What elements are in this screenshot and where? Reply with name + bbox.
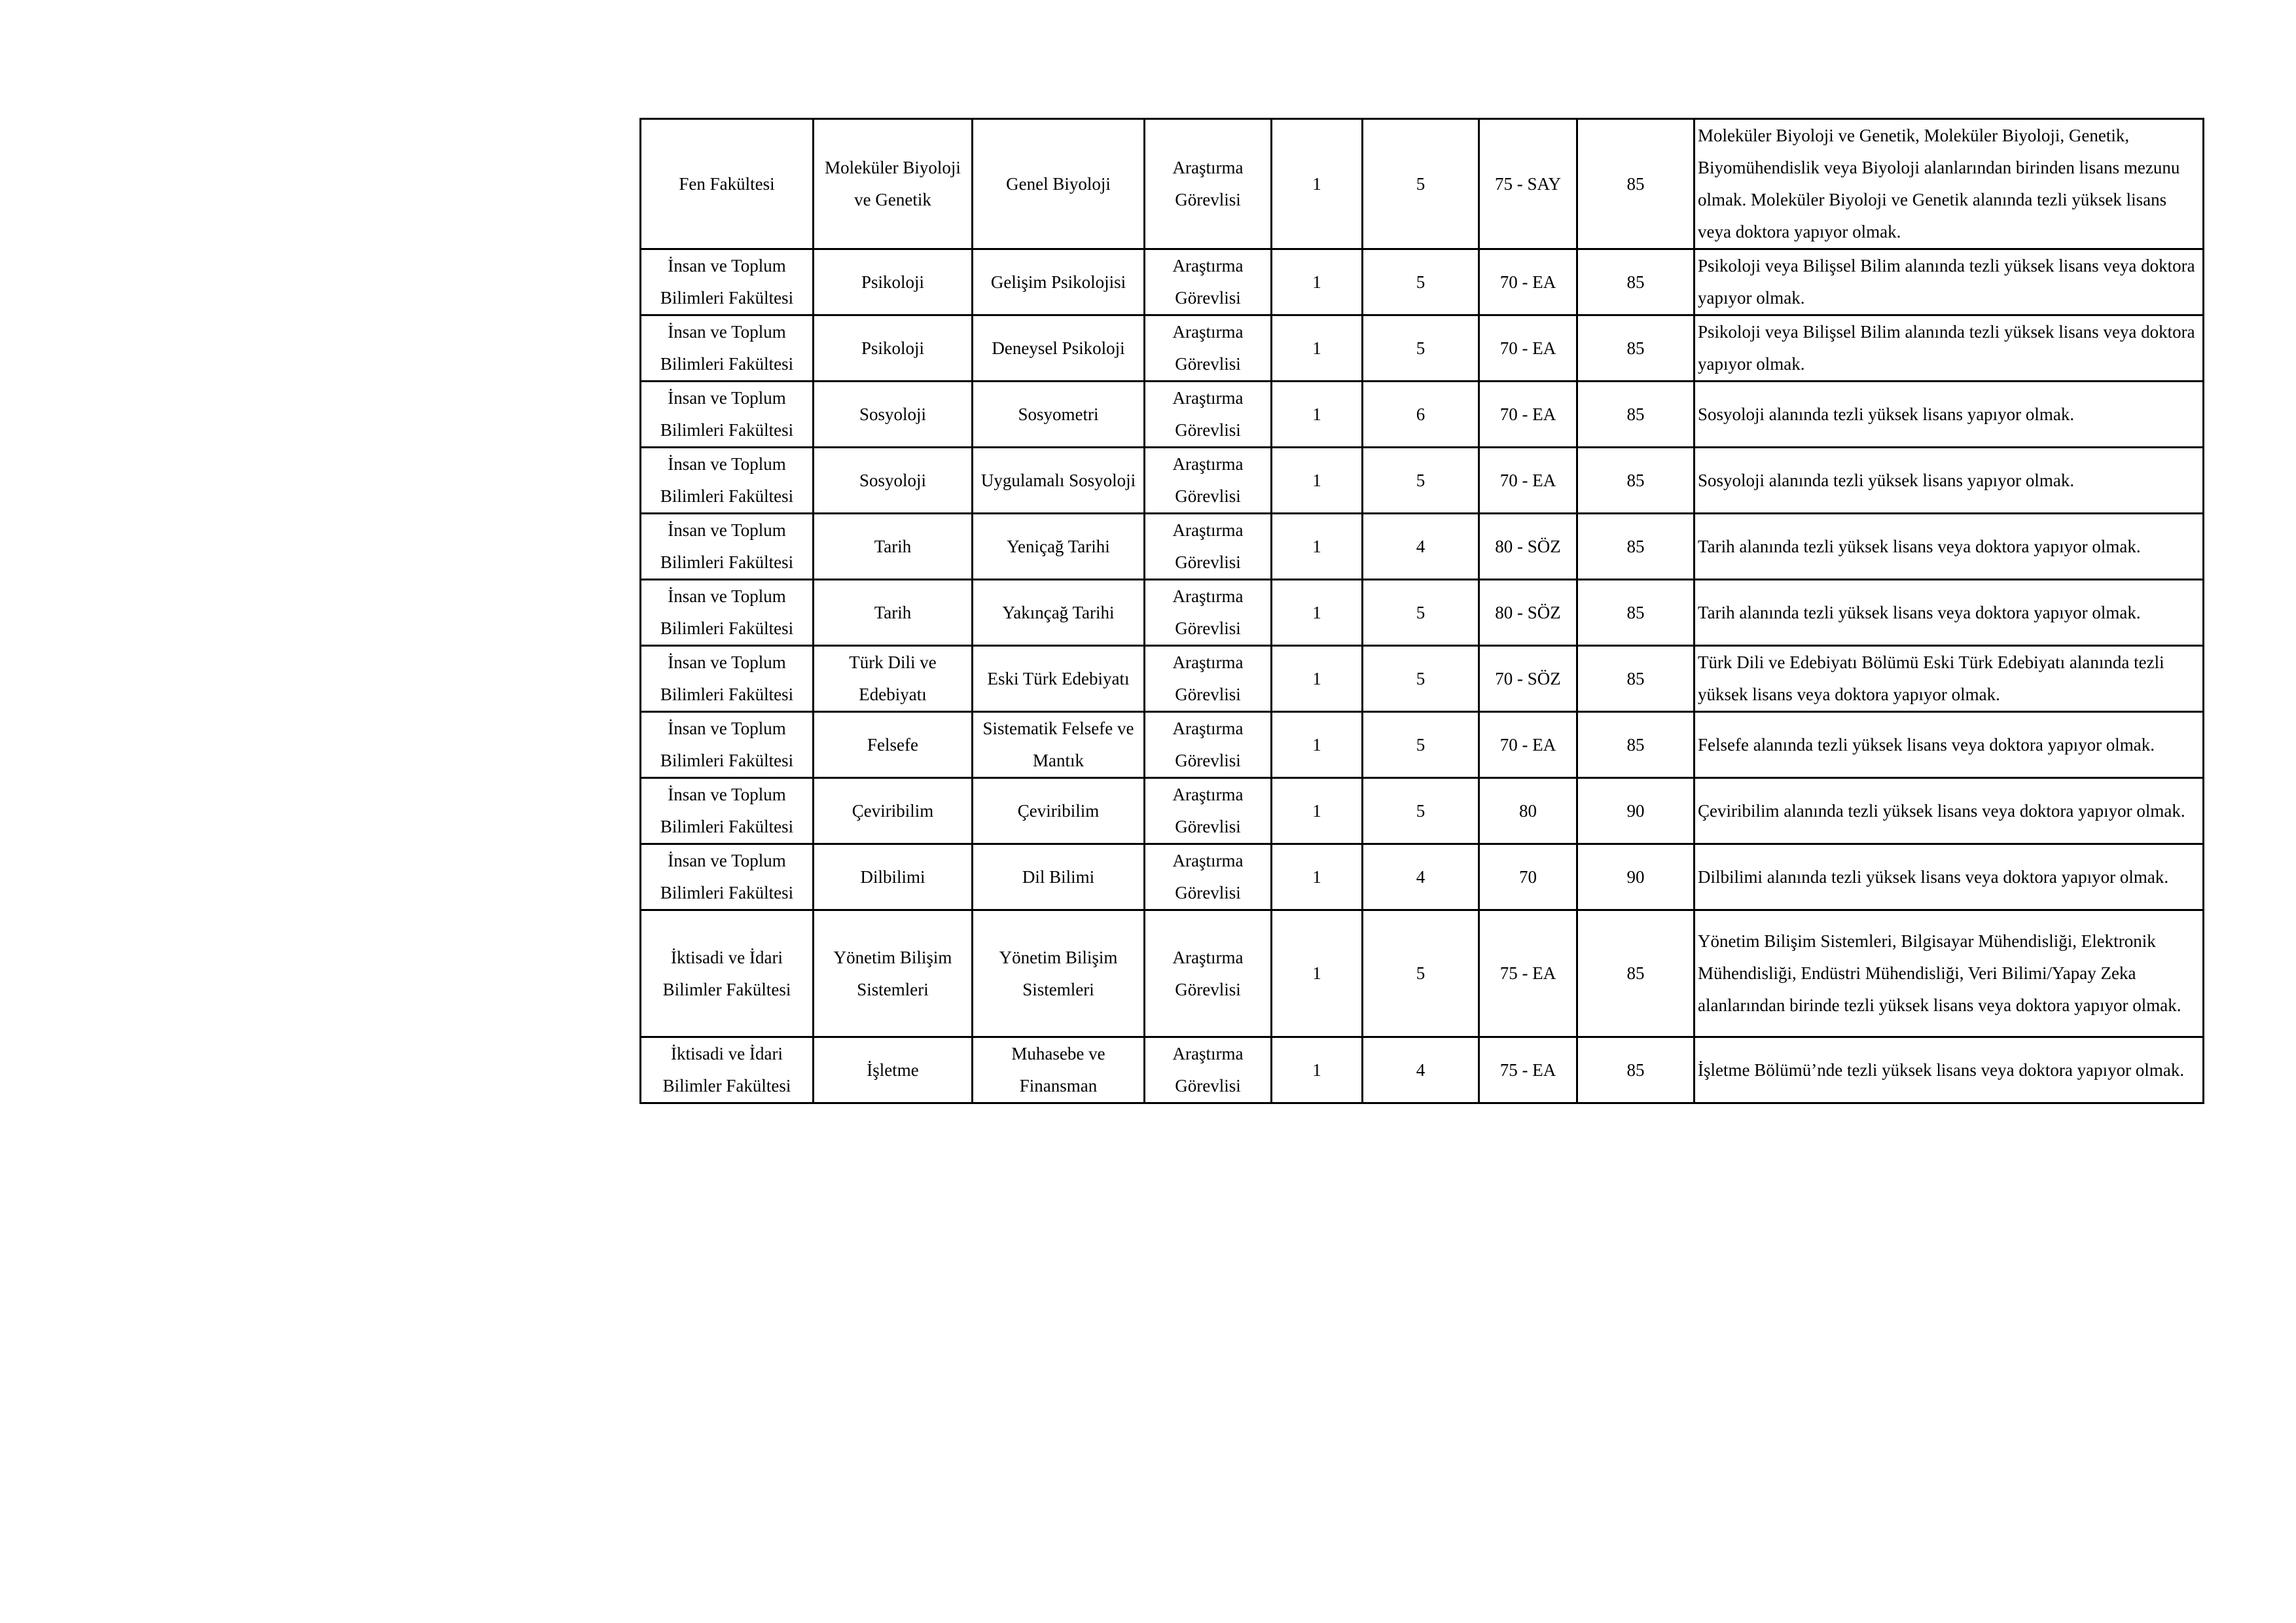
language-text: 85: [1626, 536, 1645, 556]
program-text: Sistematik Felsefe ve Mantık: [982, 719, 1134, 770]
table-row: [641, 382, 2204, 448]
count-cell: [1272, 315, 1363, 382]
table-row: [641, 448, 2204, 514]
title-text: Araştırma Görevlisi: [1172, 851, 1244, 902]
department-text: Yönetim Bilişim Sistemleri: [833, 947, 952, 999]
requirement-text: Türk Dili ve Edebiyatı Bölümü Eski Türk Edebiyatı alanında tezli yüksek lisans veya doktora yapıyor olmak.: [1698, 652, 2164, 704]
ales-text: 75 - EA: [1499, 1060, 1556, 1080]
count-cell: [1272, 580, 1363, 646]
faculty-cell: [641, 382, 814, 448]
ales-cell: [1479, 382, 1577, 448]
title-cell: [1145, 778, 1272, 844]
faculty-text: İnsan ve Toplum Bilimleri Fakültesi: [660, 322, 794, 374]
count-text: 1: [1312, 734, 1321, 755]
program-cell: [973, 646, 1145, 712]
count-cell: [1272, 249, 1363, 315]
count-cell: [1272, 382, 1363, 448]
department-cell: [814, 315, 973, 382]
table-row: [641, 580, 2204, 646]
department-cell: [814, 249, 973, 315]
title-cell: [1145, 514, 1272, 580]
department-text: Sosyoloji: [859, 404, 927, 424]
faculty-cell: [641, 646, 814, 712]
ales-text: 80 - SÖZ: [1495, 602, 1561, 622]
department-text: İşletme: [867, 1060, 919, 1080]
requirement-cell: [1695, 119, 2204, 249]
ales-text: 70 - EA: [1499, 734, 1556, 755]
department-text: Türk Dili ve Edebiyatı: [849, 652, 937, 704]
degree-cell: [1363, 249, 1479, 315]
language-cell: [1577, 910, 1695, 1037]
count-cell: [1272, 514, 1363, 580]
title-text: Araştırma Görevlisi: [1172, 520, 1244, 572]
ales-cell: [1479, 1037, 1577, 1103]
count-text: 1: [1312, 338, 1321, 358]
degree-cell: [1363, 315, 1479, 382]
program-cell: [973, 712, 1145, 778]
title-cell: [1145, 315, 1272, 382]
program-text: Eski Türk Edebiyatı: [987, 668, 1130, 688]
count-text: 1: [1312, 470, 1321, 490]
degree-cell: [1363, 1037, 1479, 1103]
program-text: Gelişim Psikolojisi: [990, 272, 1126, 292]
language-cell: [1577, 646, 1695, 712]
table-row: [641, 844, 2204, 910]
faculty-text: İnsan ve Toplum Bilimleri Fakültesi: [660, 652, 794, 704]
requirement-cell: [1695, 382, 2204, 448]
title-cell: [1145, 382, 1272, 448]
language-cell: [1577, 448, 1695, 514]
title-text: Araştırma Görevlisi: [1172, 652, 1244, 704]
table-row: [641, 646, 2204, 712]
degree-text: 4: [1416, 536, 1426, 556]
requirement-text: Sosyoloji alanında tezli yüksek lisans yapıyor olmak.: [1698, 404, 2075, 424]
title-cell: [1145, 646, 1272, 712]
requirement-text: Tarih alanında tezli yüksek lisans veya doktora yapıyor olmak.: [1698, 536, 2141, 556]
language-text: 90: [1626, 866, 1645, 887]
faculty-text: İnsan ve Toplum Bilimleri Fakültesi: [660, 520, 794, 572]
faculty-text: İnsan ve Toplum Bilimleri Fakültesi: [660, 719, 794, 770]
department-cell: [814, 448, 973, 514]
table-row: [641, 119, 2204, 249]
ales-text: 75 - SAY: [1494, 173, 1562, 194]
program-cell: [973, 249, 1145, 315]
requirement-text: Dilbilimi alanında tezli yüksek lisans veya doktora yapıyor olmak.: [1698, 866, 2169, 887]
program-text: Deneysel Psikoloji: [992, 338, 1125, 358]
requirement-text: İşletme Bölümü’nde tezli yüksek lisans veya doktora yapıyor olmak.: [1698, 1060, 2185, 1080]
requirement-text: Moleküler Biyoloji ve Genetik, Moleküler Biyoloji, Genetik, Biyomühendislik veya Biyoloji alanlarından birinden lisans mezunu olmak. Moleküler Biyoloji ve Genetik alanında tezli yüksek lisans veya doktora yapıyor olmak.: [1698, 126, 2180, 241]
faculty-text: İnsan ve Toplum Bilimleri Fakültesi: [660, 454, 794, 506]
program-text: Yönetim Bilişim Sistemleri: [999, 947, 1118, 999]
table-row: [641, 778, 2204, 844]
language-cell: [1577, 382, 1695, 448]
table-row: [641, 910, 2204, 1037]
table-row: [641, 514, 2204, 580]
ales-cell: [1479, 514, 1577, 580]
department-cell: [814, 712, 973, 778]
degree-text: 5: [1416, 602, 1426, 622]
ales-text: 70 - SÖZ: [1495, 668, 1561, 688]
count-cell: [1272, 910, 1363, 1037]
degree-text: 5: [1416, 800, 1426, 821]
faculty-text: İnsan ve Toplum Bilimleri Fakültesi: [660, 256, 794, 308]
count-cell: [1272, 448, 1363, 514]
table-row: [641, 712, 2204, 778]
ales-cell: [1479, 448, 1577, 514]
requirement-cell: [1695, 249, 2204, 315]
count-cell: [1272, 1037, 1363, 1103]
faculty-text: Fen Fakültesi: [679, 173, 775, 194]
requirement-cell: [1695, 315, 2204, 382]
faculty-text: İnsan ve Toplum Bilimleri Fakültesi: [660, 388, 794, 440]
title-text: Araştırma Görevlisi: [1172, 454, 1244, 506]
count-text: 1: [1312, 404, 1321, 424]
faculty-cell: [641, 249, 814, 315]
ales-text: 70 - EA: [1499, 404, 1556, 424]
faculty-cell: [641, 712, 814, 778]
faculty-text: İktisadi ve İdari Bilimler Fakültesi: [662, 947, 791, 999]
department-cell: [814, 580, 973, 646]
requirement-cell: [1695, 844, 2204, 910]
department-text: Tarih: [874, 602, 912, 622]
department-cell: [814, 844, 973, 910]
program-text: Genel Biyoloji: [1006, 173, 1111, 194]
count-text: 1: [1312, 800, 1321, 821]
faculty-text: İnsan ve Toplum Bilimleri Fakültesi: [660, 586, 794, 638]
language-text: 85: [1626, 1060, 1645, 1080]
faculty-cell: [641, 778, 814, 844]
ales-text: 70: [1519, 866, 1537, 887]
degree-text: 4: [1416, 866, 1426, 887]
table-row: [641, 1037, 2204, 1103]
faculty-text: İnsan ve Toplum Bilimleri Fakültesi: [660, 785, 794, 836]
title-text: Araştırma Görevlisi: [1172, 158, 1244, 209]
count-text: 1: [1312, 1060, 1321, 1080]
position-table: [639, 118, 2204, 1104]
requirement-cell: [1695, 448, 2204, 514]
requirement-text: Psikoloji veya Bilişsel Bilim alanında tezli yüksek lisans veya doktora yapıyor olmak.: [1698, 322, 2195, 374]
title-cell: [1145, 580, 1272, 646]
degree-text: 5: [1416, 338, 1426, 358]
program-text: Dil Bilimi: [1022, 866, 1095, 887]
title-text: Araştırma Görevlisi: [1172, 947, 1244, 999]
title-cell: [1145, 249, 1272, 315]
title-text: Araştırma Görevlisi: [1172, 785, 1244, 836]
ales-cell: [1479, 778, 1577, 844]
program-text: Yakınçağ Tarihi: [1002, 602, 1115, 622]
ales-text: 80: [1519, 800, 1537, 821]
language-cell: [1577, 1037, 1695, 1103]
degree-text: 6: [1416, 404, 1426, 424]
requirement-cell: [1695, 580, 2204, 646]
language-text: 85: [1626, 668, 1645, 688]
department-text: Çeviribilim: [852, 800, 934, 821]
requirement-text: Felsefe alanında tezli yüksek lisans veya doktora yapıyor olmak.: [1698, 734, 2155, 755]
degree-text: 5: [1416, 734, 1426, 755]
degree-text: 5: [1416, 668, 1426, 688]
faculty-text: İnsan ve Toplum Bilimleri Fakültesi: [660, 851, 794, 902]
faculty-cell: [641, 1037, 814, 1103]
ales-cell: [1479, 119, 1577, 249]
count-cell: [1272, 844, 1363, 910]
count-cell: [1272, 646, 1363, 712]
language-text: 85: [1626, 734, 1645, 755]
language-text: 85: [1626, 963, 1645, 983]
title-cell: [1145, 1037, 1272, 1103]
requirement-cell: [1695, 778, 2204, 844]
degree-cell: [1363, 844, 1479, 910]
requirement-text: Yönetim Bilişim Sistemleri, Bilgisayar Mühendisliği, Elektronik Mühendisliği, Endüstri Mühendisliği, Veri Bilimi/Yapay Zeka alanlarından birinde tezli yüksek lisans veya doktora yapıyor olmak.: [1698, 931, 2181, 1015]
count-text: 1: [1312, 866, 1321, 887]
title-text: Araştırma Görevlisi: [1172, 322, 1244, 374]
program-text: Muhasebe ve Finansman: [1011, 1044, 1105, 1096]
table-row: [641, 249, 2204, 315]
count-text: 1: [1312, 963, 1321, 983]
degree-cell: [1363, 448, 1479, 514]
program-cell: [973, 1037, 1145, 1103]
program-cell: [973, 382, 1145, 448]
faculty-cell: [641, 910, 814, 1037]
language-text: 90: [1626, 800, 1645, 821]
degree-cell: [1363, 910, 1479, 1037]
ales-cell: [1479, 712, 1577, 778]
department-text: Tarih: [874, 536, 912, 556]
language-text: 85: [1626, 470, 1645, 490]
program-cell: [973, 910, 1145, 1037]
count-cell: [1272, 778, 1363, 844]
ales-cell: [1479, 249, 1577, 315]
degree-text: 5: [1416, 173, 1426, 194]
department-cell: [814, 382, 973, 448]
department-cell: [814, 910, 973, 1037]
program-cell: [973, 844, 1145, 910]
ales-cell: [1479, 844, 1577, 910]
department-text: Dilbilimi: [860, 866, 925, 887]
faculty-text: İktisadi ve İdari Bilimler Fakültesi: [662, 1044, 791, 1096]
ales-cell: [1479, 315, 1577, 382]
department-cell: [814, 646, 973, 712]
title-text: Araştırma Görevlisi: [1172, 1044, 1244, 1096]
title-text: Araştırma Görevlisi: [1172, 719, 1244, 770]
faculty-cell: [641, 448, 814, 514]
faculty-cell: [641, 119, 814, 249]
language-cell: [1577, 119, 1695, 249]
language-cell: [1577, 315, 1695, 382]
program-cell: [973, 448, 1145, 514]
language-cell: [1577, 778, 1695, 844]
degree-text: 5: [1416, 470, 1426, 490]
degree-cell: [1363, 119, 1479, 249]
language-cell: [1577, 844, 1695, 910]
department-text: Felsefe: [867, 734, 918, 755]
department-cell: [814, 778, 973, 844]
requirement-cell: [1695, 712, 2204, 778]
faculty-cell: [641, 514, 814, 580]
program-cell: [973, 580, 1145, 646]
ales-text: 70 - EA: [1499, 470, 1556, 490]
program-cell: [973, 315, 1145, 382]
faculty-cell: [641, 315, 814, 382]
requirement-text: Çeviribilim alanında tezli yüksek lisans veya doktora yapıyor olmak.: [1698, 800, 2185, 821]
ales-text: 70 - EA: [1499, 338, 1556, 358]
department-text: Psikoloji: [861, 272, 925, 292]
requirement-text: Psikoloji veya Bilişsel Bilim alanında tezli yüksek lisans veya doktora yapıyor olmak.: [1698, 256, 2195, 308]
program-text: Sosyometri: [1018, 404, 1099, 424]
count-cell: [1272, 712, 1363, 778]
language-cell: [1577, 580, 1695, 646]
count-text: 1: [1312, 602, 1321, 622]
title-text: Araştırma Görevlisi: [1172, 586, 1244, 638]
requirement-cell: [1695, 910, 2204, 1037]
language-text: 85: [1626, 173, 1645, 194]
degree-text: 5: [1416, 272, 1426, 292]
program-text: Uygulamalı Sosyoloji: [980, 470, 1136, 490]
language-cell: [1577, 514, 1695, 580]
program-text: Yeniçağ Tarihi: [1007, 536, 1110, 556]
degree-cell: [1363, 514, 1479, 580]
title-cell: [1145, 910, 1272, 1037]
degree-text: 5: [1416, 963, 1426, 983]
title-cell: [1145, 119, 1272, 249]
count-text: 1: [1312, 536, 1321, 556]
degree-cell: [1363, 382, 1479, 448]
requirement-cell: [1695, 514, 2204, 580]
language-text: 85: [1626, 272, 1645, 292]
count-text: 1: [1312, 668, 1321, 688]
department-cell: [814, 514, 973, 580]
ales-cell: [1479, 910, 1577, 1037]
title-cell: [1145, 448, 1272, 514]
requirement-text: Tarih alanında tezli yüksek lisans veya doktora yapıyor olmak.: [1698, 602, 2141, 622]
ales-cell: [1479, 646, 1577, 712]
count-text: 1: [1312, 272, 1321, 292]
degree-cell: [1363, 778, 1479, 844]
requirement-text: Sosyoloji alanında tezli yüksek lisans yapıyor olmak.: [1698, 470, 2075, 490]
program-text: Çeviribilim: [1017, 800, 1100, 821]
program-cell: [973, 778, 1145, 844]
count-text: 1: [1312, 173, 1321, 194]
title-text: Araştırma Görevlisi: [1172, 388, 1244, 440]
faculty-cell: [641, 844, 814, 910]
department-cell: [814, 1037, 973, 1103]
department-text: Psikoloji: [861, 338, 925, 358]
program-cell: [973, 119, 1145, 249]
degree-cell: [1363, 580, 1479, 646]
degree-cell: [1363, 646, 1479, 712]
faculty-cell: [641, 580, 814, 646]
language-text: 85: [1626, 338, 1645, 358]
program-cell: [973, 514, 1145, 580]
department-text: Moleküler Biyoloji ve Genetik: [825, 158, 961, 209]
table-row: [641, 315, 2204, 382]
language-cell: [1577, 249, 1695, 315]
degree-text: 4: [1416, 1060, 1426, 1080]
ales-text: 75 - EA: [1499, 963, 1556, 983]
title-text: Araştırma Görevlisi: [1172, 256, 1244, 308]
department-cell: [814, 119, 973, 249]
requirement-cell: [1695, 1037, 2204, 1103]
language-text: 85: [1626, 602, 1645, 622]
requirement-cell: [1695, 646, 2204, 712]
department-text: Sosyoloji: [859, 470, 927, 490]
ales-text: 70 - EA: [1499, 272, 1556, 292]
table-body: [641, 119, 2204, 1103]
language-cell: [1577, 712, 1695, 778]
title-cell: [1145, 712, 1272, 778]
title-cell: [1145, 844, 1272, 910]
count-cell: [1272, 119, 1363, 249]
ales-text: 80 - SÖZ: [1495, 536, 1561, 556]
language-text: 85: [1626, 404, 1645, 424]
degree-cell: [1363, 712, 1479, 778]
ales-cell: [1479, 580, 1577, 646]
